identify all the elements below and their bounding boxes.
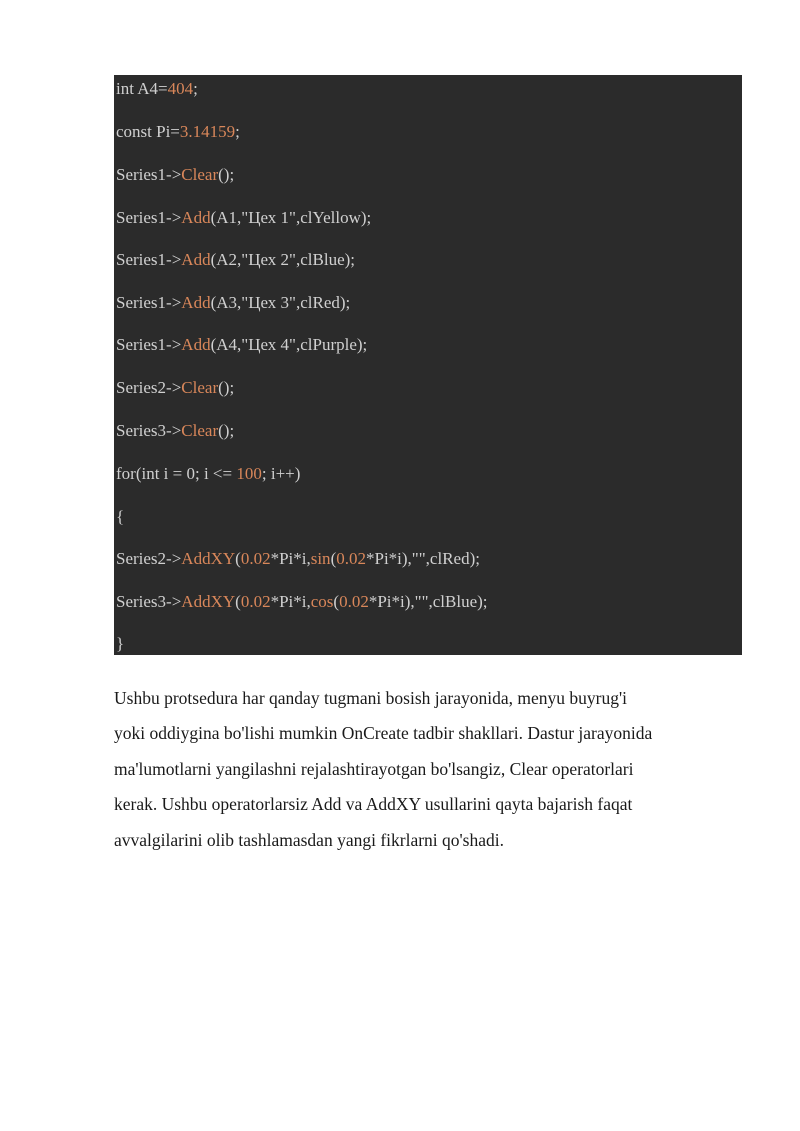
paragraph-line: yoki oddiygina bo'lishi mumkin OnCreate tadbir shakllari. Dastur jarayonida	[114, 723, 653, 744]
code-line	[116, 376, 234, 400]
code-token: AddXY	[181, 549, 236, 568]
code-token: ();	[218, 378, 235, 397]
code-token: ();	[218, 421, 235, 440]
code-token: ; i++)	[261, 464, 301, 483]
code-token: cos	[310, 592, 334, 611]
code-line	[116, 590, 488, 614]
code-token: 0.02	[240, 549, 271, 568]
code-line	[116, 505, 124, 529]
code-token: ;	[193, 79, 198, 98]
code-line	[116, 333, 367, 357]
code-token: 404	[167, 79, 194, 98]
code-token: Series2->	[116, 549, 182, 568]
paragraph-line: kerak. Ushbu operatorlarsiz Add va AddXY usullarini qayta bajarish faqat	[114, 794, 633, 815]
code-token: 3.14159	[179, 122, 236, 141]
code-token: for(int i = 0; i <=	[116, 464, 237, 483]
code-token: Add	[181, 208, 211, 227]
code-token: Series1->	[116, 165, 182, 184]
code-token: ();	[218, 165, 235, 184]
code-line	[116, 462, 300, 486]
code-line	[116, 291, 350, 315]
code-line	[116, 547, 480, 571]
code-token: (A1,"Цех 1",clYellow);	[210, 208, 372, 227]
code-line	[116, 248, 355, 272]
code-token: Add	[181, 250, 211, 269]
code-token: Series3->	[116, 592, 182, 611]
code-block	[114, 75, 742, 655]
code-token: *Pi*i,	[270, 592, 311, 611]
code-token: 0.02	[240, 592, 271, 611]
code-token: *Pi*i),"",clRed);	[365, 549, 480, 568]
code-token: (	[235, 549, 241, 568]
code-token: Add	[181, 335, 211, 354]
code-line	[116, 120, 240, 144]
code-token: Series1->	[116, 208, 182, 227]
code-token: (A3,"Цех 3",clRed);	[210, 293, 351, 312]
code-token: Series2->	[116, 378, 182, 397]
paragraph-line: Ushbu protsedura har qanday tugmani bosish jarayonida, menyu buyrug'i	[114, 688, 627, 708]
code-token: Series1->	[116, 293, 182, 312]
code-token: Add	[181, 293, 211, 312]
code-token: *Pi*i),"",clBlue);	[368, 592, 488, 611]
code-token: 100	[236, 464, 262, 483]
paragraph-line: ma'lumotlarni yangilashni rejalashtirayotgan bo'lsangiz, Clear operatorlari	[114, 758, 634, 779]
code-token: ;	[235, 122, 240, 141]
code-token: AddXY	[181, 592, 236, 611]
code-token: *Pi*i,	[270, 549, 311, 568]
code-line	[116, 419, 234, 443]
code-line	[116, 163, 234, 187]
code-token: Clear	[181, 165, 219, 184]
code-line	[116, 206, 371, 230]
code-line	[116, 77, 198, 101]
code-token: Clear	[181, 378, 219, 397]
code-token: (A2,"Цех 2",clBlue);	[210, 250, 356, 269]
code-token: (	[235, 592, 241, 611]
code-token: 0.02	[339, 592, 369, 611]
code-token: Series1->	[116, 335, 182, 354]
code-line	[116, 632, 124, 656]
paragraph-line: avvalgilarini olib tashlamasdan yangi fikrlarni qo'shadi.	[114, 829, 504, 850]
code-token: int A4=	[116, 79, 168, 98]
body-paragraph	[114, 681, 744, 858]
code-token: const Pi=	[116, 122, 180, 141]
code-token: 0.02	[336, 549, 366, 568]
code-token: sin	[310, 549, 331, 568]
code-token: (	[330, 549, 337, 568]
code-token: (	[333, 592, 340, 611]
code-token: Clear	[181, 421, 219, 440]
code-token: }	[116, 634, 125, 653]
code-token: Series1->	[116, 250, 182, 269]
code-token: Series3->	[116, 421, 182, 440]
code-token: (A4,"Цех 4",clPurple);	[210, 335, 368, 354]
code-token: {	[116, 507, 125, 526]
